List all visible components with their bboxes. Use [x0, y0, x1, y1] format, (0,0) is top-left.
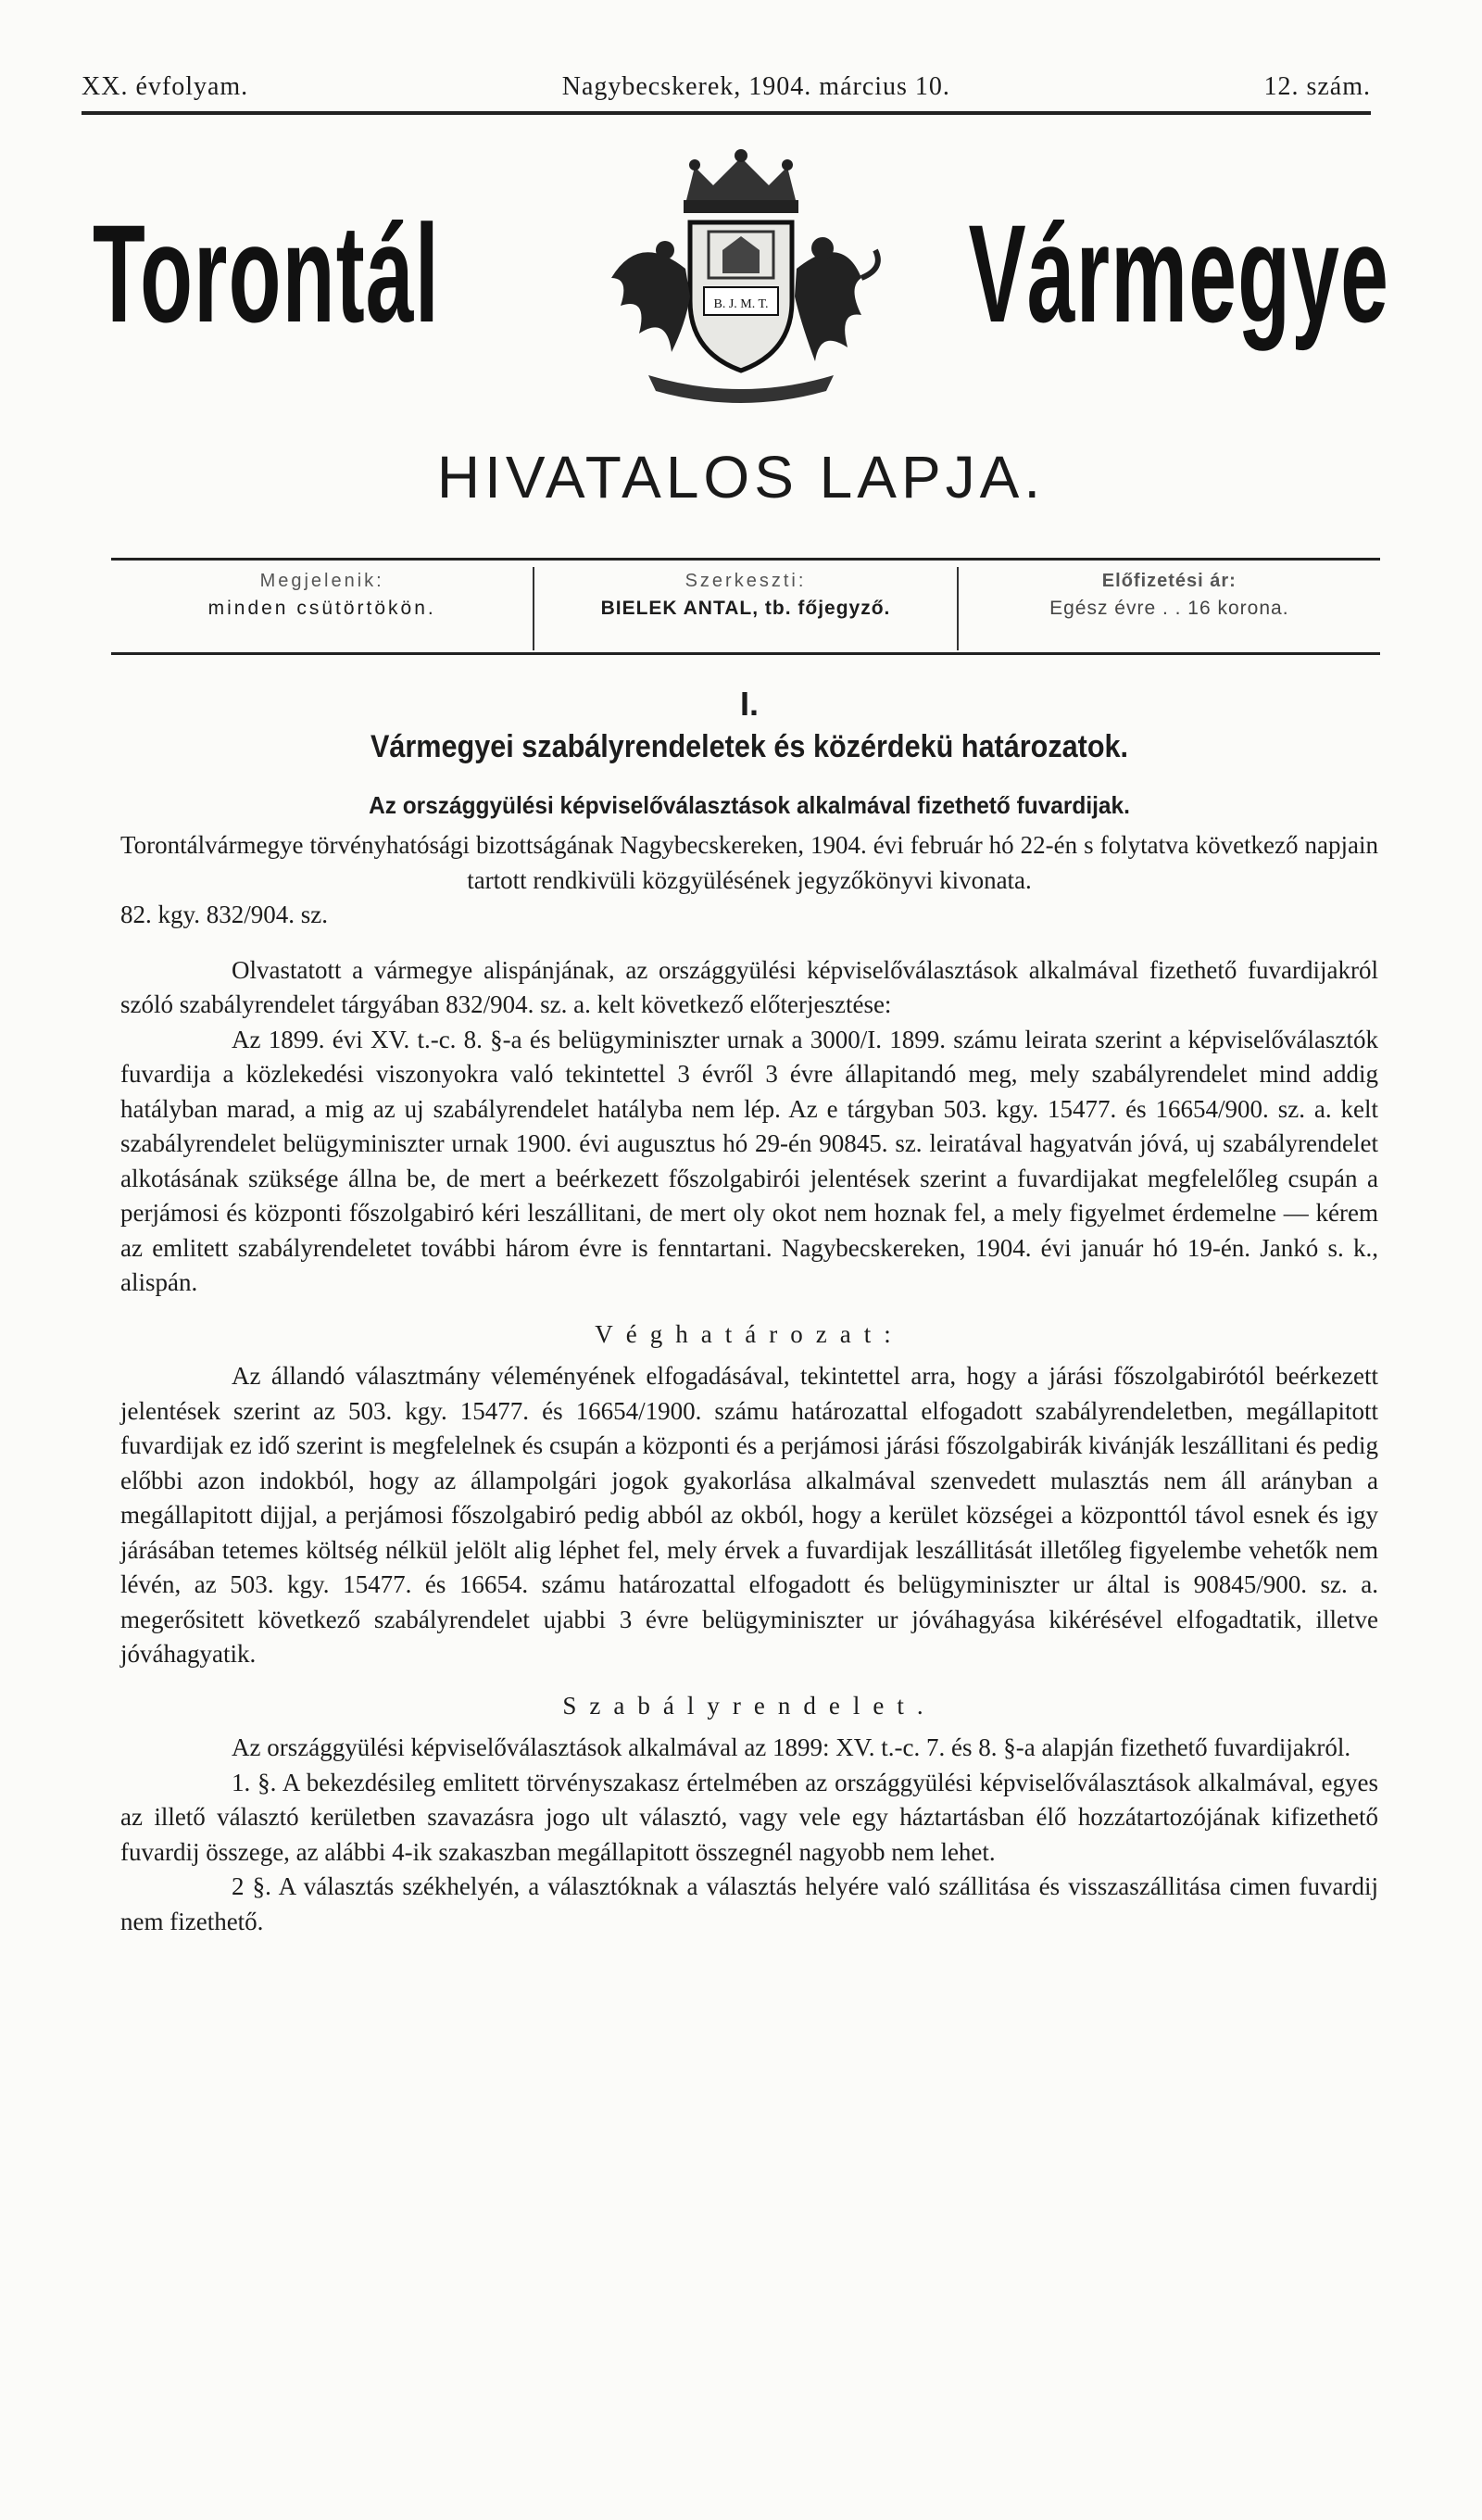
reference-number: 82. kgy. 832/904. sz.	[120, 901, 328, 928]
masthead-title-right: Vármegye	[968, 195, 1389, 351]
info-top-rule	[111, 558, 1380, 561]
appears-info	[111, 567, 533, 650]
editor-info	[533, 567, 956, 650]
masthead-title-left: Torontál	[93, 195, 440, 351]
paragraph-resolution: Az állandó választmány véleményének elfogadásával, tekintettel arra, hogy a járási főszolgabirótól beérkezett jelentések szerint az 503. kgy. 15477. és 16654/1900. számu határozattal elfogadott szabályrendeletben, megállapitott fuvardijak ez idő szerint is megfelelnek és csupán a központi és a perjámosi járási főszolgabirák kivánják leszállitani és pedig előbbi azon indokból, hogy az állampolgári jogok gyakorlása alkalmával szenvedett mulasztás nem áll arányban a megállapitott dijjal, a perjámosi főszolgabiró pedig abból az okból, hogy a kerület községei a központtól távol esnek és igy járásában tetemes költség nélkül jelölt alig léphet fel, mely érvek a fuvardijak leszállitását illetőleg figyelembe vehetők nem lévén, az 503. kgy. 15477. és 16654. számu határozattal elfogadott és belügyminiszter ur által is 90845/900. sz. a. megerősitett következő szabályrendelet ujabbi 3 évre belügyminiszter ur jóváhagyása kikérésével elfogadtatik, illetve jóváhagyatik.	[120, 1362, 1378, 1668]
price-info	[957, 567, 1380, 650]
appears-label: Megjelenik:	[259, 571, 384, 591]
paragraph-section-2: 2 §. A választás székhelyén, a választóknak a választás helyére való szállitása és visszaszállitása cimen fuvardij nem fizethető.	[120, 1872, 1378, 1935]
volume-label: XX. évfolyam.	[82, 72, 249, 101]
editor-label: Szerkeszti:	[684, 571, 807, 591]
page-subtitle: HIVATALOS LAPJA.	[436, 444, 1046, 510]
editor-value: BIELEK ANTAL, tb. főjegyző.	[600, 598, 891, 619]
section-title: Vármegyei szabályrendeletek és közérdekü határozatok.	[370, 729, 1129, 764]
resolution-heading: Véghatározat:	[595, 1319, 904, 1348]
regulation-heading: Szabályrendelet.	[562, 1691, 936, 1720]
header-rule	[82, 111, 1371, 115]
issue-header	[82, 67, 1371, 107]
info-bottom-rule	[111, 652, 1380, 655]
paragraph-proposal: Olvastatott a vármegye alispánjának, az országgyülési képviselőválasztások alkalmával fizethető fuvardijakról szóló szabályrendelet tárgyában 832/904. sz. a. kelt következő előterjesztése:	[120, 955, 1378, 1018]
crest-text: B. J. M. T.	[713, 297, 769, 311]
publication-info	[111, 567, 1380, 650]
price-label: Előfizetési ár:	[1101, 571, 1237, 591]
article	[120, 684, 1378, 1939]
price-value: Egész évre . . 16 korona.	[1049, 598, 1289, 619]
section-number: I.	[739, 685, 759, 723]
paragraph-report: Az 1899. évi XV. t.-c. 8. §-a és belügyminiszter urnak a 3000/I. 1899. számu leirata szerint a képviselőválasztók fuvardija a közlekedési viszonyokra való tekintettel 3 évről 3 évre állapitandó meg, mely szabályrendelet mind addig hatályban marad, a mig az uj szabályrendelet hatályba nem lép. Az e tárgyban 503. kgy. 15477. és 16654/900. sz. a. kelt szabályrendelet belügyminiszter urnak 1900. évi augusztus hó 29-én 90845. sz. leiratával hagyatván jóvá, uj szabályrendelet alkotásának szüksége állna be, de mert a beérkezett főszolgabirói jelentések szerint a fuvardijakat megfelelőleg csupán a perjámosi és központi főszolgabiró kéri leszállitani, de mert oly okot nem hoznak fel, a mely figyelmet érdemelne — kérem az emlitett szabályrendeletet további három évre is fenntartani. Nagybecskereken, 1904. évi január hó 19-én. Jankó s. k., alispán.	[120, 1025, 1378, 1296]
issue-number: 12. szám.	[1263, 72, 1371, 101]
paragraph-section-1: 1. §. A bekezdésileg emlitett törvényszakasz értelmében az országgyülési képviselőválasztások alkalmával, egyes az illető választó kerületben szavazásra jogo ult választó, vagy vele egy háztartásban élő hozzátartozójának kifizethető fuvardij összege, az alábbi 4-ik szakaszban megállapitott összegnél nagyobb nem lehet.	[120, 1768, 1378, 1866]
coat-of-arms-icon	[584, 139, 898, 417]
paragraph-regulation-intro: Az országgyülési képviselőválasztások alkalmával az 1899: XV. t.-c. 7. és 8. §-a alapján fizethető fuvardijakról.	[232, 1733, 1351, 1761]
minutes-intro: Torontálvármegye törvényhatósági bizottságának Nagybecskereken, 1904. évi február hó 22-én s folytatva következő napjain tartott rendkivüli közgyülésének jegyzőkönyvi kivonata.	[120, 831, 1378, 894]
appears-value: minden csütörtökön.	[207, 598, 436, 619]
masthead	[93, 139, 1389, 417]
place-date: Nagybecskerek, 1904. március 10.	[561, 72, 950, 101]
article-heading: Az országgyülési képviselőválasztások alkalmával fizethető fuvardijak.	[369, 791, 1130, 819]
